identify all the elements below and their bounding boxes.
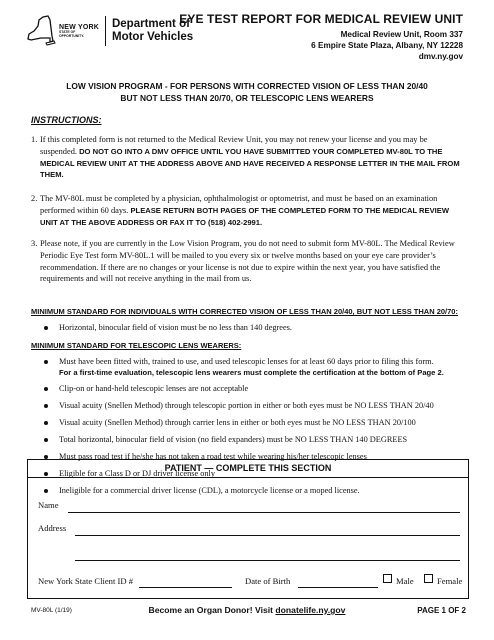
list-item [44, 434, 472, 446]
state-wordmark [59, 24, 99, 38]
organ-donor-text: Become an Organ Donor! Visit [148, 605, 276, 615]
client-id-label: New York State Client ID # [38, 576, 134, 586]
program-line-1: LOW VISION PROGRAM - FOR PERSONS WITH CORRECTED VISION OF LESS THAN 20/40 [66, 81, 428, 91]
female-checkbox[interactable] [424, 574, 433, 583]
program-heading [0, 81, 494, 105]
instruction-number: 2. [31, 194, 38, 203]
list-item-text: Must pass road test if he/she has not taken a road test while wearing his/her telescopic lenses [59, 451, 367, 461]
female-label: Female [437, 576, 463, 586]
page-number: PAGE 1 OF 2 [417, 606, 466, 615]
organ-donor-link[interactable]: donatelife.ny.gov [275, 605, 346, 615]
instruction-number: 1. [31, 135, 38, 144]
state-name: NEW YORK [59, 23, 99, 31]
bullet-icon [44, 326, 48, 330]
list-item-text: Total horizontal, binocular field of vision (no field expanders) must be NO LESS THAN 140 DEGREES [59, 434, 408, 444]
instruction-3 [31, 238, 466, 285]
agency-line-1: Department of [111, 17, 190, 30]
list-item [44, 356, 472, 378]
instruction-1 [31, 134, 466, 181]
form-title: EYE TEST REPORT FOR MEDICAL REVIEW UNIT [179, 12, 463, 26]
address-label: Address [38, 523, 67, 533]
name-label: Name [38, 500, 59, 510]
instruction-text: Please note, if you are currently in the Low Vision Program, you do not need to submit form MV-80L. The Medical Review Periodic Eye Test form MV-80L.1 will be mailed to you every six or twelve months based on your eye care provider’s recommendation. If there are no changes or your license is not due to expire within the next year, you have satisfied the requirements and will not receive anything in the mail from us. [40, 239, 455, 284]
bullet-icon [44, 421, 48, 425]
dob-label: Date of Birth [245, 576, 291, 586]
bullet-icon [44, 360, 48, 364]
patient-section-heading: PATIENT — COMPLETE THIS SECTION [28, 460, 468, 478]
instruction-text: If this completed form is not returned to the Medical Review Unit, you may not renew your license and you may be suspended. [40, 135, 428, 156]
list-item-text: Visual acuity (Snellen Method) through telescopic portion in either or both eyes must be NO LESS THAN 20/40 [59, 400, 434, 410]
dob-field[interactable] [298, 587, 378, 588]
logo-divider [105, 16, 106, 46]
list-item-text: Horizontal, binocular field of vision must be no less than 140 degrees. [59, 323, 292, 332]
program-line-2: BUT NOT LESS THAN 20/70, OR TELESCOPIC LENS WEARERS [120, 92, 374, 103]
bullet-icon [44, 387, 48, 391]
standard-telescopic-heading: MINIMUM STANDARD FOR TELESCOPIC LENS WEARERS: [31, 341, 242, 350]
address-field-line-1[interactable] [75, 535, 460, 536]
instructions-title: INSTRUCTIONS: [31, 115, 102, 125]
list-item [44, 322, 472, 334]
address-field-line-2[interactable] [75, 560, 460, 561]
list-item-text: Must have been fitted with, trained to use, and used telescopic lenses for at least 60 days prior to filing this form. [59, 357, 434, 366]
instruction-text: The MV-80L must be completed by a physician, ophthalmologist or optometrist, and must be based on an examination performed within 60 days. [40, 194, 438, 215]
standard-corrected-list [44, 322, 472, 334]
list-item-text: Eligible for a Class D or DJ driver license only [59, 468, 215, 478]
male-checkbox[interactable] [383, 574, 392, 583]
list-item [44, 417, 472, 429]
opportunity: OPPORTUNITY. [59, 33, 85, 38]
list-item-text: Ineligible for a commercial driver license (CDL), a motorcycle license or a moped license. [59, 485, 360, 495]
address-line-1: Medical Review Unit, Room 337 [340, 30, 463, 39]
list-item [44, 383, 472, 395]
patient-section [27, 459, 469, 599]
standard-corrected-heading: MINIMUM STANDARD FOR INDIVIDUALS WITH CORRECTED VISION OF LESS THAN 20/40, BUT NOT LESS THAN 20/70: [31, 307, 458, 316]
client-id-field[interactable] [139, 587, 232, 588]
male-label: Male [396, 576, 414, 586]
list-item-text: Visual acuity (Snellen Method) through carrier lens in either or both eyes must be NO LESS THAN 20/100 [59, 417, 416, 427]
list-item-text: Clip-on or hand-held telescopic lenses are not acceptable [59, 383, 249, 393]
list-item [44, 400, 472, 412]
agency-line-2: Motor Vehicles [111, 31, 194, 43]
website: dmv.ny.gov [418, 52, 463, 62]
list-item-note: For a first-time evaluation, telescopic lens wearers must complete the certification at the bottom of Page 2. [59, 368, 444, 378]
state-of: STATE OF [59, 29, 76, 34]
instruction-bold-text: DO NOT GO INTO A DMV OFFICE UNTIL YOU HAVE SUBMITTED YOUR COMPLETED MV-80L TO THE MEDICAL REVIEW UNIT AT THE ADDRESS ABOVE AND HAVE RECEIVED A RESPONSE LETTER IN THE MAIL FROM THEM. [40, 146, 460, 180]
form-id: MV-80L (1/19) [31, 607, 72, 614]
bullet-icon [44, 404, 48, 408]
instruction-number: 3. [31, 239, 38, 248]
dmv-logo [26, 12, 201, 50]
header-address-block [179, 12, 463, 62]
instruction-2 [31, 193, 466, 228]
address-line-2: 6 Empire State Plaza, Albany, NY 12228 [311, 41, 463, 51]
bullet-icon [44, 438, 48, 442]
name-field[interactable] [68, 512, 460, 513]
new-york-state-map-icon [26, 14, 56, 48]
instruction-bold-text: PLEASE RETURN BOTH PAGES OF THE COMPLETED FORM TO THE MEDICAL REVIEW UNIT AT THE ABOVE ADDRESS OR FAX IT TO (518) 402-2991. [40, 205, 450, 227]
